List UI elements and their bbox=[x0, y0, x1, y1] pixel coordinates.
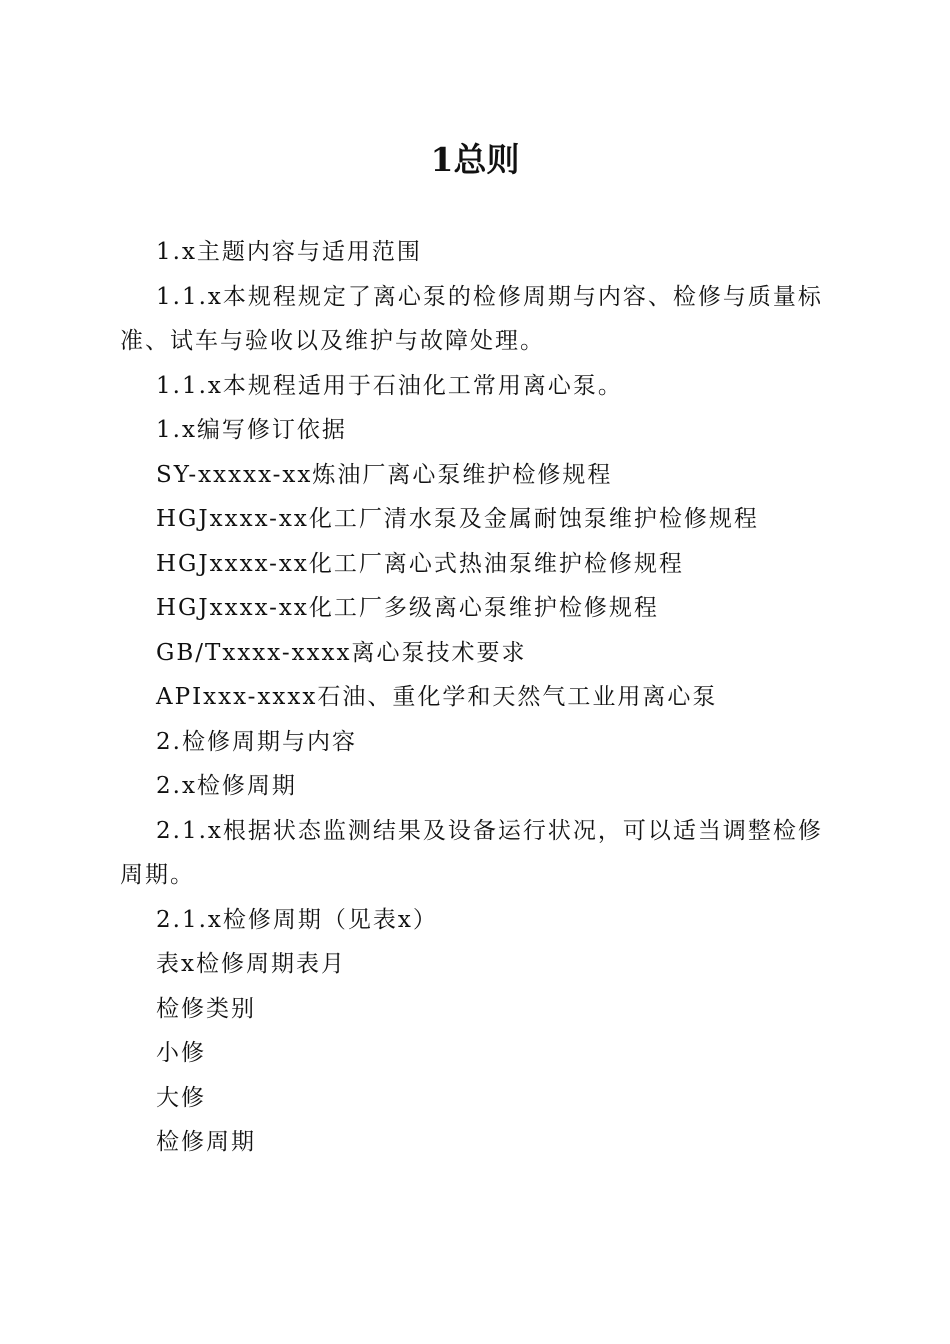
paragraph-references-heading: 1.x编写修订依据 bbox=[156, 417, 347, 443]
document-title: 1总则 bbox=[430, 140, 520, 179]
paragraph-table-period: 检修周期 bbox=[156, 1129, 256, 1155]
paragraph-cycle-table-ref: 2.1.x检修周期（见表x） bbox=[156, 906, 438, 933]
paragraph-reference-hgj-3: HGJxxxx-xx化工厂多级离心泵维护检修规程 bbox=[156, 595, 659, 621]
paragraph-scope-applicability: 1.1.x本规程适用于石油化工常用离心泵。 bbox=[156, 372, 623, 399]
paragraph-reference-gbt: GB/Txxxx-xxxx离心泵技术要求 bbox=[156, 639, 527, 666]
paragraph-cycle-heading: 2.x检修周期 bbox=[156, 773, 297, 799]
paragraph-scope-heading: 1.x主题内容与适用范围 bbox=[156, 239, 422, 265]
paragraph-reference-hgj-2: HGJxxxx-xx化工厂离心式热油泵维护检修规程 bbox=[156, 550, 684, 577]
paragraph-table-major: 大修 bbox=[156, 1084, 206, 1111]
paragraph-scope-content: 1.1.x本规程规定了离心泵的检修周期与内容、检修与质量标准、试车与验收以及维护与故障处理。 bbox=[120, 283, 823, 354]
paragraph-table-caption: 表x检修周期表月 bbox=[156, 951, 346, 977]
paragraph-section-2-heading: 2.检修周期与内容 bbox=[156, 728, 357, 755]
paragraph-table-category: 检修类别 bbox=[156, 995, 256, 1022]
document-body bbox=[120, 230, 830, 1165]
paragraph-reference-sy: SY-xxxxx-xx炼油厂离心泵维护检修规程 bbox=[156, 461, 613, 488]
paragraph-reference-api: APIxxx-xxxx石油、重化学和天然气工业用离心泵 bbox=[156, 684, 718, 710]
paragraph-table-minor: 小修 bbox=[156, 1040, 206, 1066]
paragraph-reference-hgj-1: HGJxxxx-xx化工厂清水泵及金属耐蚀泵维护检修规程 bbox=[156, 506, 759, 532]
paragraph-cycle-adjust: 2.1.x根据状态监测结果及设备运行状况，可以适当调整检修周期。 bbox=[120, 817, 823, 888]
